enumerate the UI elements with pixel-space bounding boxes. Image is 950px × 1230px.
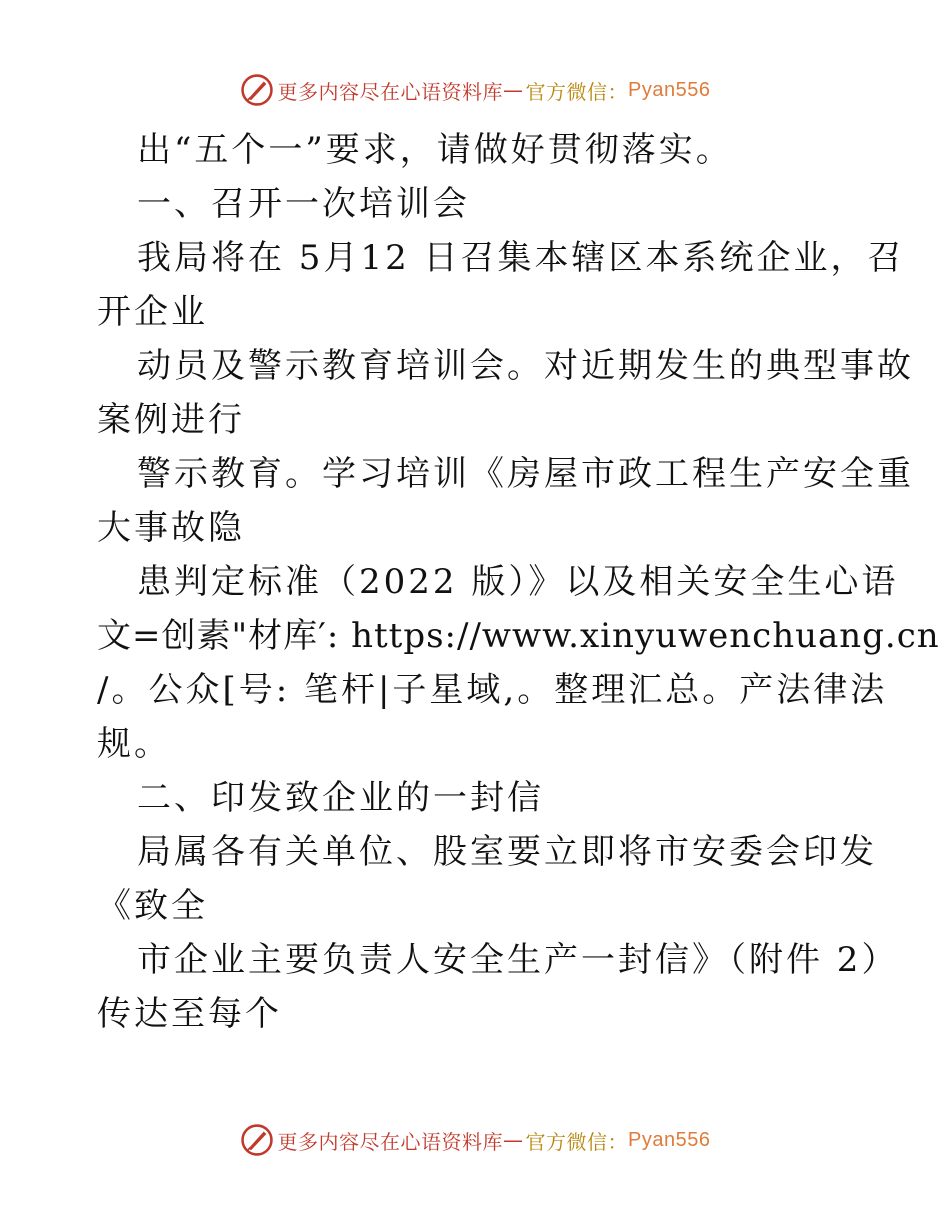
watermark-brand: 更多内容尽在心语资料库 bbox=[277, 1129, 504, 1154]
header-watermark bbox=[0, 70, 950, 110]
paragraph-line: 警示教育。学习培训《房屋市政工程生产安全重 bbox=[137, 454, 914, 494]
footer-watermark bbox=[0, 1120, 950, 1160]
watermark-dash: — bbox=[503, 78, 524, 102]
paragraph-line: /。公众[号: 笔杆|子星域,。整理汇总。产法律法 bbox=[97, 670, 888, 710]
paragraph-line: 文=创素"材库′: https://www.xinyuwenchuang.cn bbox=[97, 616, 940, 656]
paragraph-line: 患判定标准（2022 版）》以及相关安全生心语 bbox=[137, 562, 899, 602]
paragraph-line: 我局将在 5月12 日召集本辖区本系统企业，召 bbox=[137, 238, 905, 278]
paragraph-line: 出“五个一”要求，请做好贯彻落实。 bbox=[137, 130, 733, 170]
paragraph-line: 开企业 bbox=[97, 292, 208, 332]
quill-logo-icon bbox=[240, 73, 274, 107]
watermark-id: Pyan556 bbox=[628, 1128, 711, 1151]
paragraph-line: 规。 bbox=[97, 724, 171, 764]
paragraph-line: 动员及警示教育培训会。对近期发生的典型事故 bbox=[137, 346, 914, 386]
paragraph-line: 大事故隐 bbox=[97, 508, 245, 548]
watermark-brand: 更多内容尽在心语资料库 bbox=[277, 79, 504, 104]
paragraph-line: 《致全 bbox=[97, 886, 208, 926]
paragraph-line: 传达至每个 bbox=[97, 994, 282, 1034]
document-body bbox=[97, 123, 940, 1041]
watermark-label: 官方微信： bbox=[525, 79, 629, 104]
paragraph-line: 市企业主要负责人安全生产一封信》（附件 2） bbox=[137, 940, 899, 980]
paragraph-line: 案例进行 bbox=[97, 400, 245, 440]
watermark-id: Pyan556 bbox=[628, 78, 711, 101]
watermark-dash: — bbox=[503, 1128, 524, 1152]
section-heading: 二、印发致企业的一封信 bbox=[137, 778, 544, 818]
section-heading: 一、召开一次培训会 bbox=[137, 184, 470, 224]
paragraph-line: 局属各有关单位、股室要立即将市安委会印发 bbox=[137, 832, 877, 872]
watermark-label: 官方微信： bbox=[525, 1129, 629, 1154]
quill-logo-icon bbox=[240, 1123, 274, 1157]
